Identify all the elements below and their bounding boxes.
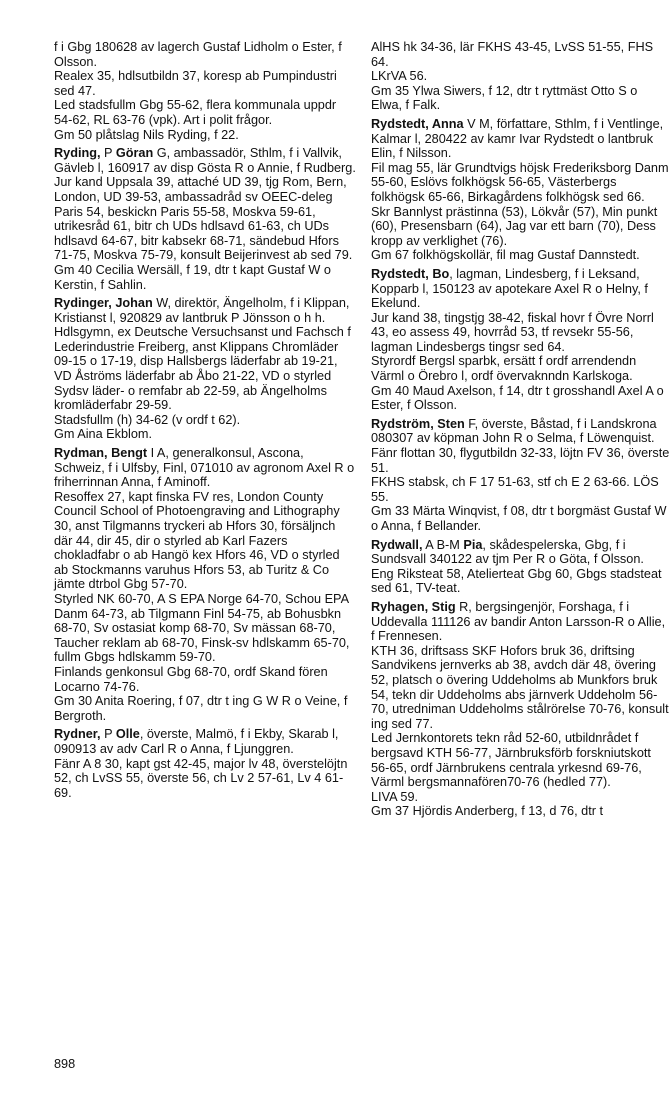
entry-line: Gm 40 Cecilia Wersäll, f 19, dtr t kapt Gustaf W o Kerstin, f Sahlin. — [54, 262, 331, 292]
entry-summary: V M, författare, Sthlm, f i Ventlinge, Kalmar l, 280422 av kamr Ivar Rydstedt o lantbruk Elin, f Nilsson. — [371, 116, 664, 161]
entry-line: Gm 40 Maud Axelson, f 14, dtr t grosshandl Axel A o Ester, f Olsson. — [371, 383, 664, 413]
biography-entry — [371, 117, 671, 263]
entry-line: LIVA 59. — [371, 789, 419, 804]
entry-first-line — [54, 446, 356, 490]
entry-given-pre: A B-M — [422, 537, 464, 552]
entry-line: Jur kand 38, tingstjg 38-42, fiskal hovr f Övre Norrl 43, eo assess 49, hovrråd 53, tf revsekr 55-56, lagman Lindesbergs tingsr sed 64. — [371, 310, 654, 354]
entry-line: Gm 50 plåtslag Nils Ryding, f 22. — [54, 127, 239, 142]
entry-name: Rydström, Sten — [371, 416, 465, 431]
entry-given-name: Göran — [115, 146, 154, 161]
entry-name: Ryding, — [54, 146, 101, 161]
biography-entry — [371, 40, 671, 113]
entry-first-line — [371, 538, 671, 567]
entry-name: Rydwall, — [371, 537, 423, 552]
entry-first-line — [371, 40, 671, 69]
biography-entry — [54, 446, 356, 723]
biography-entry — [371, 417, 671, 534]
entry-first-line — [54, 296, 356, 325]
biography-entry — [54, 727, 356, 800]
entry-name: Rydinger, Johan — [54, 296, 153, 311]
entry-line: Led stadsfullm Gbg 55-62, flera kommunala uppdr 54-62, RL 63-76 (vpk). Art i polit frågor. — [54, 98, 337, 127]
entry-line: Fänr flottan 30, flygutbildn 32-33, löjtn FV 36, överste 51. — [371, 446, 670, 475]
entry-given-pre: P — [100, 727, 116, 742]
entry-first-line — [54, 40, 356, 69]
entry-line: Stadsfullm (h) 34-62 (v ordf t 62). — [54, 412, 241, 427]
entry-line: Gm 33 Märta Winqvist, f 08, dtr t borgmäst Gustaf W o Anna, f Bellander. — [371, 504, 667, 533]
biography-entry — [54, 296, 356, 442]
entry-given-pre: P — [100, 146, 116, 161]
entry-name: Rydner, — [54, 727, 101, 742]
entry-given-name: Olle — [115, 727, 140, 742]
entry-summary: , lagman, Lindesberg, f i Leksand, Kopparb l, 150123 av apotekare Axel R o Helny, f Ekelund. — [371, 266, 648, 311]
entry-summary: , överste, Malmö, f i Ekby, Skarab l, 090913 av adv Carl R o Anna, f Ljunggren. — [54, 727, 339, 756]
entry-line: Skr Bannlyst prästinna (53), Lökvår (57), Min punkt (60), Presensbarn (64), Jag var ett barn (70), Dess kropp av verklighet (76). — [371, 204, 658, 248]
entry-summary: R, bergsingenjör, Forshaga, f i Uddevalla 111126 av bandir Anton Larsson-R o Allie, f Frennesen. — [371, 599, 666, 644]
left-column — [54, 40, 356, 804]
entry-name: Ryhagen, Stig — [371, 599, 456, 614]
biography-entry — [371, 600, 671, 819]
page-number: 898 — [54, 1057, 76, 1071]
entry-line: LKrVA 56. — [371, 69, 428, 84]
entry-line: Styrled NK 60-70, A S EPA Norge 64-70, Schou EPA Danm 64-73, ab Tilgmann Finl 54-75, ab Bohusbkn 68-70, Sv ostasiat komp 68-70, Sv mässan 68-70, Taucher reklam ab 68-70, Finsk-sv hdlskamm 65-70, fullm Gbgs hdlskamm 59-70. — [54, 591, 350, 665]
entry-line: Eng Riksteat 58, Atelierteat Gbg 60, Gbgs stadsteat sed 61, TV-teat. — [371, 566, 662, 596]
right-column — [371, 40, 671, 823]
entry-line: Resoffex 27, kapt finska FV res, London County Council School of Photoengraving and Lithography 30, anst Tilgmanns tryckeri ab Hfors 30, försäljnch där 44, dir 45, dir o styrled ab Karl Fazers chokladfabr o ab Hangö kex Hfors 46, VD o styrled ab Stockmanns varuhus Hfors 53, ab Turitz & Co jämte dtrbol Gbg 57-70. — [54, 489, 340, 592]
entry-summary: I A, generalkonsul, Ascona, Schweiz, f i Ulfsby, Finl, 071010 av agronom Axel R o friherrinnan Anna, f Aminoff. — [54, 446, 355, 490]
entry-given-name: Pia — [463, 537, 483, 552]
entry-line: Led Jernkontorets tekn råd 52-60, utbildnrådet f bergsavd KTH 56-77, Järnbruksförb forskniutskott 56-65, ordf Järnbrukens centrala yrkesnd 69-76, Värml bergsmannafören70-76 (hedled 77). — [371, 731, 651, 790]
entry-line: Hdlsgymn, ex Deutsche Versuchsanst und Fachsch f Lederindustrie Freiberg, anst Klippans Chromläder 09-15 o 17-19, disp Hallsbergs läderfabr ab 19-21, VD Åströms läderfabr ab Åbo 21-22, VD o styrled Sydsv läder- o remfabr ab 22-59, ab Ängelholms kromläderfabr 29-59. — [54, 325, 351, 413]
entry-line: Styrordf Bergsl sparbk, ersätt f ordf arrendendn Värml o Örebro l, ordf övervaknndn Karlskoga. — [371, 354, 637, 384]
entry-line: FKHS stabsk, ch F 17 51-63, stf ch E 2 63-66. LÖS 55. — [371, 475, 659, 504]
entry-line: Realex 35, hdlsutbildn 37, koresp ab Pumpindustri sed 47. — [54, 69, 337, 98]
biography-entry — [371, 267, 671, 413]
entry-first-line — [54, 146, 356, 175]
biography-entry — [371, 538, 671, 596]
entry-line: Fil mag 55, lär Grundtvigs höjsk Frederiksborg Danm 55-60, Eslövs folkhögsk 56-65, Västerbergs folkhögsk 65-66, Birkagårdens folkhögsk sed 66. — [371, 160, 669, 204]
entry-first-line — [371, 600, 671, 644]
entry-name: Rydman, Bengt — [54, 446, 148, 461]
entry-line: Gm 67 folkhögskollär, fil mag Gustaf Dannstedt. — [371, 248, 640, 263]
entry-line: Fänr A 8 30, kapt gst 42-45, major lv 48, överstelöjtn 52, ch LvSS 55, överste 56, ch Lv 2 57-61, Lv 4 61-69. — [54, 756, 348, 800]
entry-summary: f i Gbg 180628 av lagerch Gustaf Lidholm o Ester, f Olsson. — [54, 40, 342, 69]
biography-entry — [54, 146, 356, 292]
entry-line: Gm 35 Ylwa Siwers, f 12, dtr t ryttmäst Otto S o Elwa, f Falk. — [371, 83, 638, 113]
entry-first-line — [371, 117, 671, 161]
entry-first-line — [54, 727, 356, 756]
entry-line: Gm Aina Ekblom. — [54, 427, 153, 442]
entry-summary: AlHS hk 34-36, lär FKHS 43-45, LvSS 51-55, FHS 64. — [371, 40, 654, 69]
entry-summary: F, överste, Båstad, f i Landskrona 080307 av köpman John R o Selma, f Löwenquist. — [371, 416, 657, 446]
entry-line: KTH 36, driftsass SKF Hofors bruk 36, driftsing Sandvikens jernverks ab 38, avdch där 48, övering 52, platsch o övering Uddeholms ab Munkfors bruk 54, tekn dir Uddeholms abs järnverk Uddeholm 56-70, utredniman Uddeholms stålrörelse 70-76, konsult ing sed 77. — [371, 643, 669, 731]
entry-summary: G, ambassadör, Sthlm, f i Vallvik, Gävleb l, 160917 av disp Gösta R o Annie, f Rudberg. — [54, 146, 356, 175]
entry-name: Rydstedt, Anna — [371, 116, 464, 131]
entry-line: Gm 37 Hjördis Anderberg, f 13, d 76, dtr t — [371, 804, 604, 819]
entry-line: Jur kand Uppsala 39, attaché UD 39, tjg Rom, Bern, London, UD 39-53, ambassadråd sv OEEC-deleg Paris 54, beskickn Paris 55-58, Moskva 59-61, utrikesråd 61, bitr ch UDs hdlsavd 61-63, ch UDs hdlsavd 64-67, bitr kabsekr 68-71, sändebud Hfors 71-75, Moskva 75-79, konsult Beijerinvest ab sed 79. — [54, 175, 353, 263]
entry-line: Gm 30 Anita Roering, f 07, dtr t ing G W R o Veine, f Bergroth. — [54, 694, 348, 723]
entry-name: Rydstedt, Bo — [371, 266, 450, 281]
entry-first-line — [371, 417, 671, 446]
entry-summary: , skådespelerska, Gbg, f i Sundsvall 340122 av tjm Per R o Göta, f Olsson. — [371, 537, 644, 567]
entry-summary: W, direktör, Ängelholm, f i Klippan, Kristianst l, 920829 av lantbruk P Jönsson o h h. — [54, 296, 350, 325]
entry-first-line — [371, 267, 671, 311]
entry-line: Finlands genkonsul Gbg 68-70, ordf Skand fören Locarno 74-76. — [54, 664, 328, 694]
biography-entry — [54, 40, 356, 142]
